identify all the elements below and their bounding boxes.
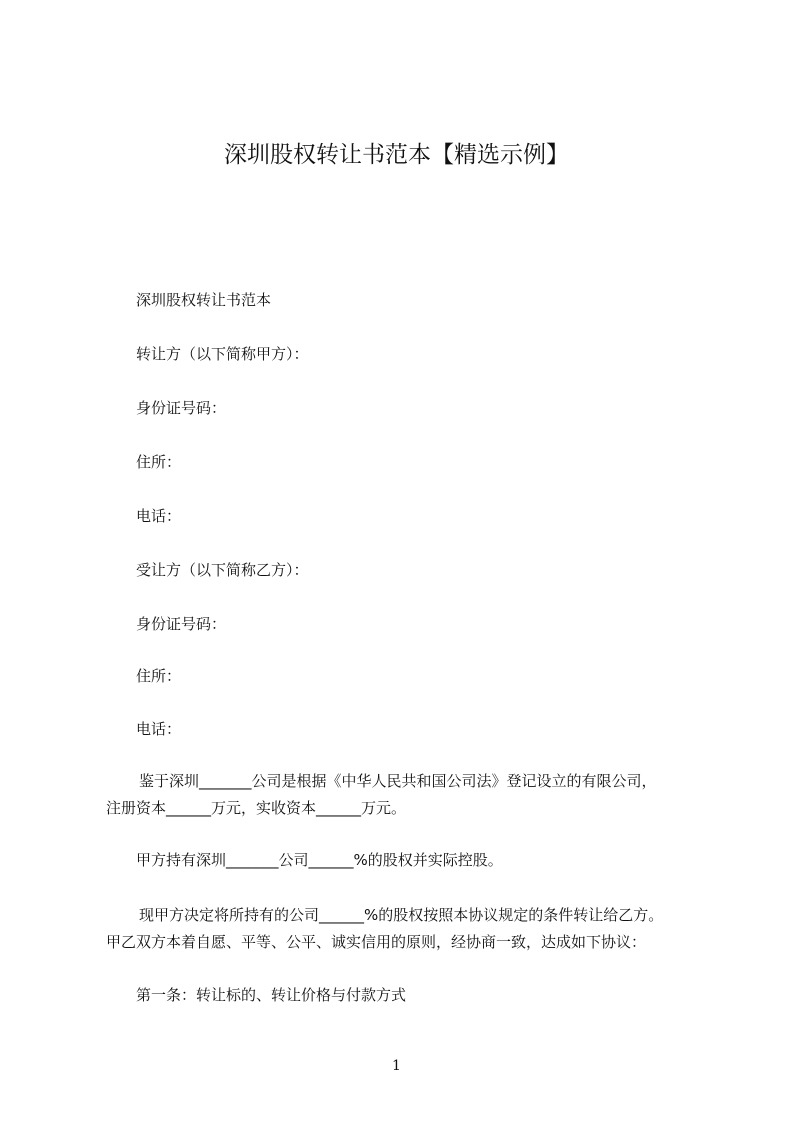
transferee-heading: 受让方（以下简称乙方）： bbox=[136, 561, 309, 579]
transferee-id-label: 身份证号码： bbox=[136, 615, 227, 633]
document-title: 深圳股权转让书范本【精选示例】 bbox=[224, 142, 569, 168]
article-one-heading: 第一条：转让标的、转让价格与付款方式 bbox=[136, 986, 407, 1004]
transferor-phone-label: 电话： bbox=[136, 507, 182, 525]
page-number: 1 bbox=[392, 1058, 401, 1074]
transferee-phone-label: 电话： bbox=[136, 720, 182, 738]
decision-paragraph bbox=[106, 902, 696, 956]
transferee-address-label: 住所： bbox=[136, 667, 182, 685]
transferor-address-label: 住所： bbox=[136, 453, 182, 471]
decision-paragraph-line1: 现甲方决定将所持有的公司______%的股权按照本协议规定的条件转让给乙方。 bbox=[139, 906, 664, 924]
document-subtitle: 深圳股权转让书范本 bbox=[136, 291, 272, 309]
holding-paragraph: 甲方持有深圳_______公司______%的股权并实际控股。 bbox=[136, 851, 503, 869]
company-paragraph-line1: 鉴于深圳_______公司是根据《中华人民共和国公司法》登记设立的有限公司， bbox=[139, 772, 657, 790]
company-paragraph-line2: 注册资本______万元，实收资本______万元。 bbox=[106, 799, 407, 817]
decision-paragraph-line2: 甲乙双方本着自愿、平等、公平、诚实信用的原则，经协商一致，达成如下协议： bbox=[106, 933, 647, 951]
transferor-heading: 转让方（以下简称甲方）： bbox=[136, 345, 309, 363]
transferor-id-label: 身份证号码： bbox=[136, 399, 227, 417]
company-paragraph bbox=[106, 768, 696, 822]
